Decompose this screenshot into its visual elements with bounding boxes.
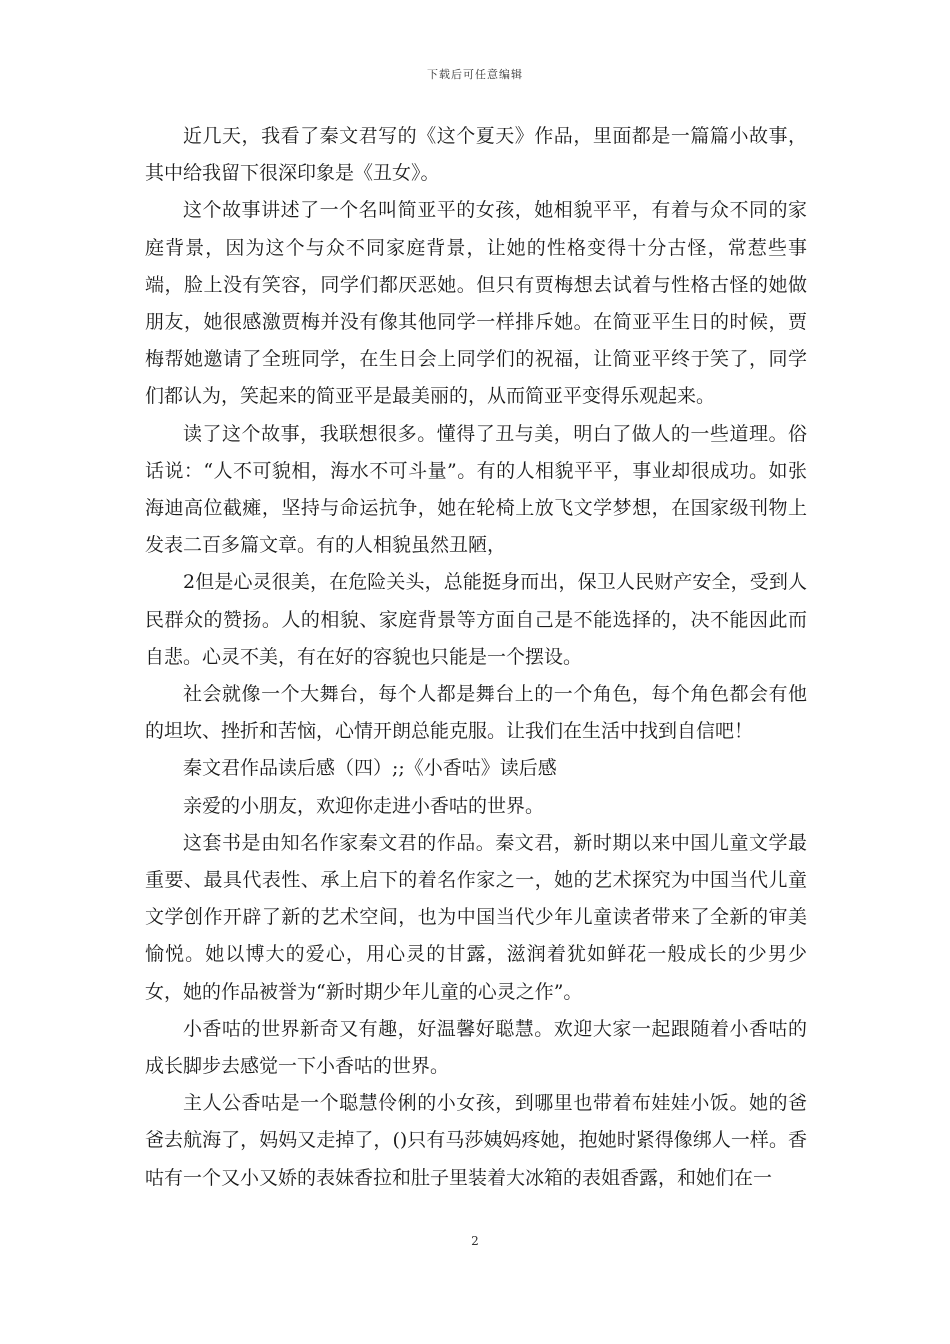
paragraph: 社会就像一个大舞台，每个人都是舞台上的一个角色，每个角色都会有他的坦坎、挫折和苦恼，心情开朗总能克服。让我们在生活中找到自信吧！ [145, 683, 807, 743]
paragraph: 主人公香咕是一个聪慧伶俐的小女孩，到哪里也带着布娃娃小饭。她的爸爸去航海了，妈妈又走掉了，()只有马莎姨妈疼她，抱她时紧得像绑人一样。香咕有一个又小又娇的表妹香拉和肚子里装着大冰箱的表姐香露，和她们在一 [145, 1092, 807, 1189]
paragraph: 亲爱的小朋友，欢迎你走进小香咕的世界。 [183, 794, 545, 817]
section-heading: 秦文君作品读后感（四）;;《小香咕》读后感 [183, 757, 557, 780]
page-header: 下载后可任意编辑 [427, 68, 523, 81]
paragraph: 小香咕的世界新奇又有趣，好温馨好聪慧。欢迎大家一起跟随着小香咕的成长脚步去感觉一下小香咕的世界。 [145, 1017, 807, 1078]
page-number: 2 [471, 1234, 479, 1248]
paragraph: 这套书是由知名作家秦文君的作品。秦文君，新时期以来中国儿童文学最重要、最具代表性、承上启下的着名作家之一，她的艺术探究为中国当代儿童文学创作开辟了新的艺术空间，也为中国当代少年儿童读者带来了全新的审美愉悦。她以博大的爱心，用心灵的甘露，滋润着犹如鲜花一般成长的少男少女，她的作品被誉为“新时期少年儿童的心灵之作”。 [145, 831, 807, 1003]
document-body [145, 118, 807, 1197]
paragraph: 这个故事讲述了一个名叫简亚平的女孩，她相貌平平，有着与众不同的家庭背景，因为这个与众不同家庭背景，让她的性格变得十分古怪，常惹些事端，脸上没有笑容，同学们都厌恶她。但只有贾梅想去试着与性格古怪的她做朋友，她很感激贾梅并没有像其他同学一样排斥她。在简亚平生日的时候，贾梅帮她邀请了全班同学，在生日会上同学们的祝福，让简亚平终于笑了，同学们都认为，笑起来的简亚平是最美丽的，从而简亚平变得乐观起来。 [145, 199, 807, 408]
paragraph: 2但是心灵很美，在危险关头，总能挺身而出，保卫人民财产安全，受到人民群众的赞扬。人的相貌、家庭背景等方面自己是不能选择的，决不能因此而自悲。心灵不美，有在好的容貌也只能是一个摆设。 [145, 571, 807, 668]
paragraph: 近几天，我看了秦文君写的《这个夏天》作品，里面都是一篇篇小故事，其中给我留下很深印象是《丑女》。 [145, 125, 807, 185]
paragraph: 读了这个故事，我联想很多。懂得了丑与美，明白了做人的一些道理。俗话说：“人不可貌相，海水不可斗量”。有的人相貌平平，事业却很成功。如张海迪高位截瘫，坚持与命运抗争，她在轮椅上放飞文学梦想，在国家级刊物上发表二百多篇文章。有的人相貌虽然丑陋， [145, 422, 807, 557]
